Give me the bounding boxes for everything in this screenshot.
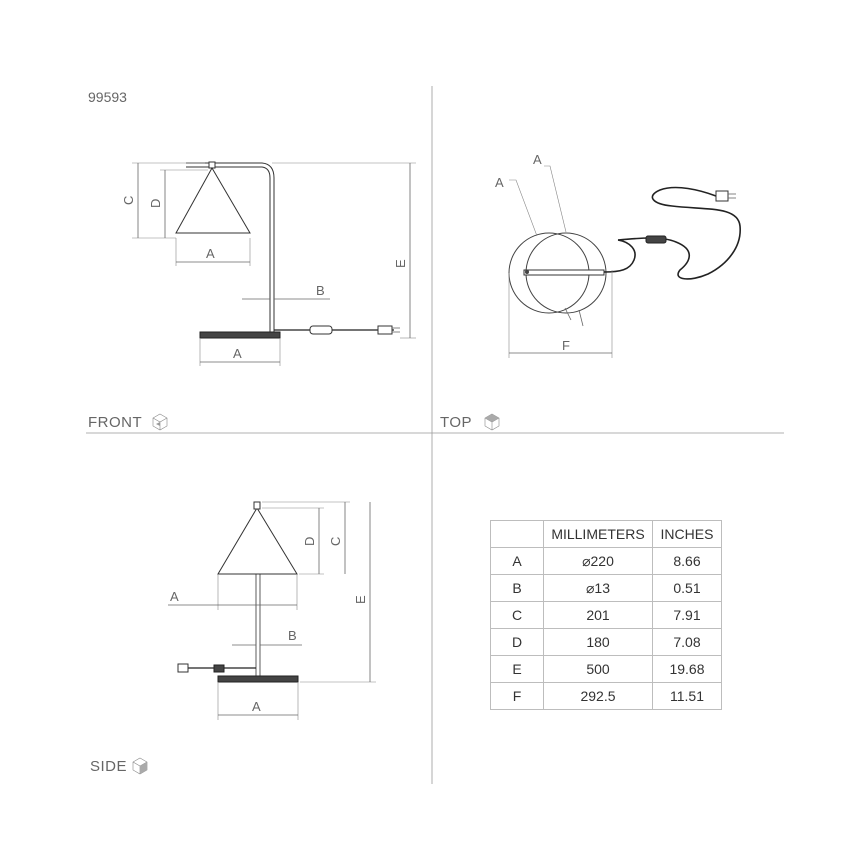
side-base <box>218 676 298 682</box>
table-cell-mm: ⌀13 <box>544 575 653 602</box>
table-cell-key: E <box>491 656 544 683</box>
top-plug <box>716 191 728 201</box>
front-base <box>200 332 280 338</box>
side-dim-a-label: A <box>170 589 179 604</box>
front-view <box>121 162 416 366</box>
table-cell-in: 0.51 <box>653 575 722 602</box>
table-cell-key: D <box>491 629 544 656</box>
front-dim-a-base-label: A <box>233 346 242 361</box>
table-header-row <box>491 521 722 548</box>
side-shade <box>218 508 297 574</box>
model-number: 99593 <box>88 89 127 105</box>
table-row <box>491 602 722 629</box>
front-switch <box>310 326 332 334</box>
front-view-cube-icon <box>153 414 167 430</box>
side-view <box>168 502 376 720</box>
front-label: FRONT <box>88 414 143 431</box>
table-cell-in: 11.51 <box>653 683 722 710</box>
top-dim-f-label: F <box>562 338 570 353</box>
table-cell-key: B <box>491 575 544 602</box>
side-dim-d-label: D <box>302 536 317 546</box>
top-cord <box>604 240 635 272</box>
table-header-inches: INCHES <box>653 521 722 548</box>
front-dim-e-label: E <box>393 259 408 268</box>
table-row <box>491 575 722 602</box>
side-dim-e-label: E <box>353 595 368 604</box>
table-cell-mm: 180 <box>544 629 653 656</box>
table-row <box>491 683 722 710</box>
side-dim-b-label: B <box>288 628 297 643</box>
table-header-key <box>491 521 544 548</box>
top-dim-a2-label: A <box>533 152 542 167</box>
table-cell-mm: 500 <box>544 656 653 683</box>
top-dim-a1-label: A <box>495 175 504 190</box>
top-switch <box>646 236 666 243</box>
table-row <box>491 629 722 656</box>
table-cell-mm: 201 <box>544 602 653 629</box>
top-arm <box>524 270 604 275</box>
table-cell-in: 19.68 <box>653 656 722 683</box>
side-dim-a-base-label: A <box>252 699 261 714</box>
front-dim-b-label: B <box>316 283 325 298</box>
table-cell-key: A <box>491 548 544 575</box>
table-cell-mm: 292.5 <box>544 683 653 710</box>
table-header-millimeters: MILLIMETERS <box>544 521 653 548</box>
side-label: SIDE <box>90 758 128 775</box>
table-cell-in: 7.91 <box>653 602 722 629</box>
table-cell-in: 8.66 <box>653 548 722 575</box>
table-cell-in: 7.08 <box>653 629 722 656</box>
table-cell-mm: ⌀220 <box>544 548 653 575</box>
front-dim-d-label: D <box>148 198 163 208</box>
table-cell-key: F <box>491 683 544 710</box>
side-plug <box>178 664 188 672</box>
front-dim-a-label: A <box>206 246 215 261</box>
table-cell-key: C <box>491 602 544 629</box>
top-view <box>495 152 740 358</box>
side-switch <box>214 665 224 672</box>
front-plug <box>378 326 392 334</box>
top-label: TOP <box>440 414 473 431</box>
side-dim-c-label: C <box>328 536 343 546</box>
table-row <box>491 656 722 683</box>
side-view-cube-icon <box>133 758 147 774</box>
front-dim-c-label: C <box>121 195 136 205</box>
dimensions-table <box>490 520 722 710</box>
top-view-cube-icon <box>485 414 499 430</box>
table-row <box>491 548 722 575</box>
